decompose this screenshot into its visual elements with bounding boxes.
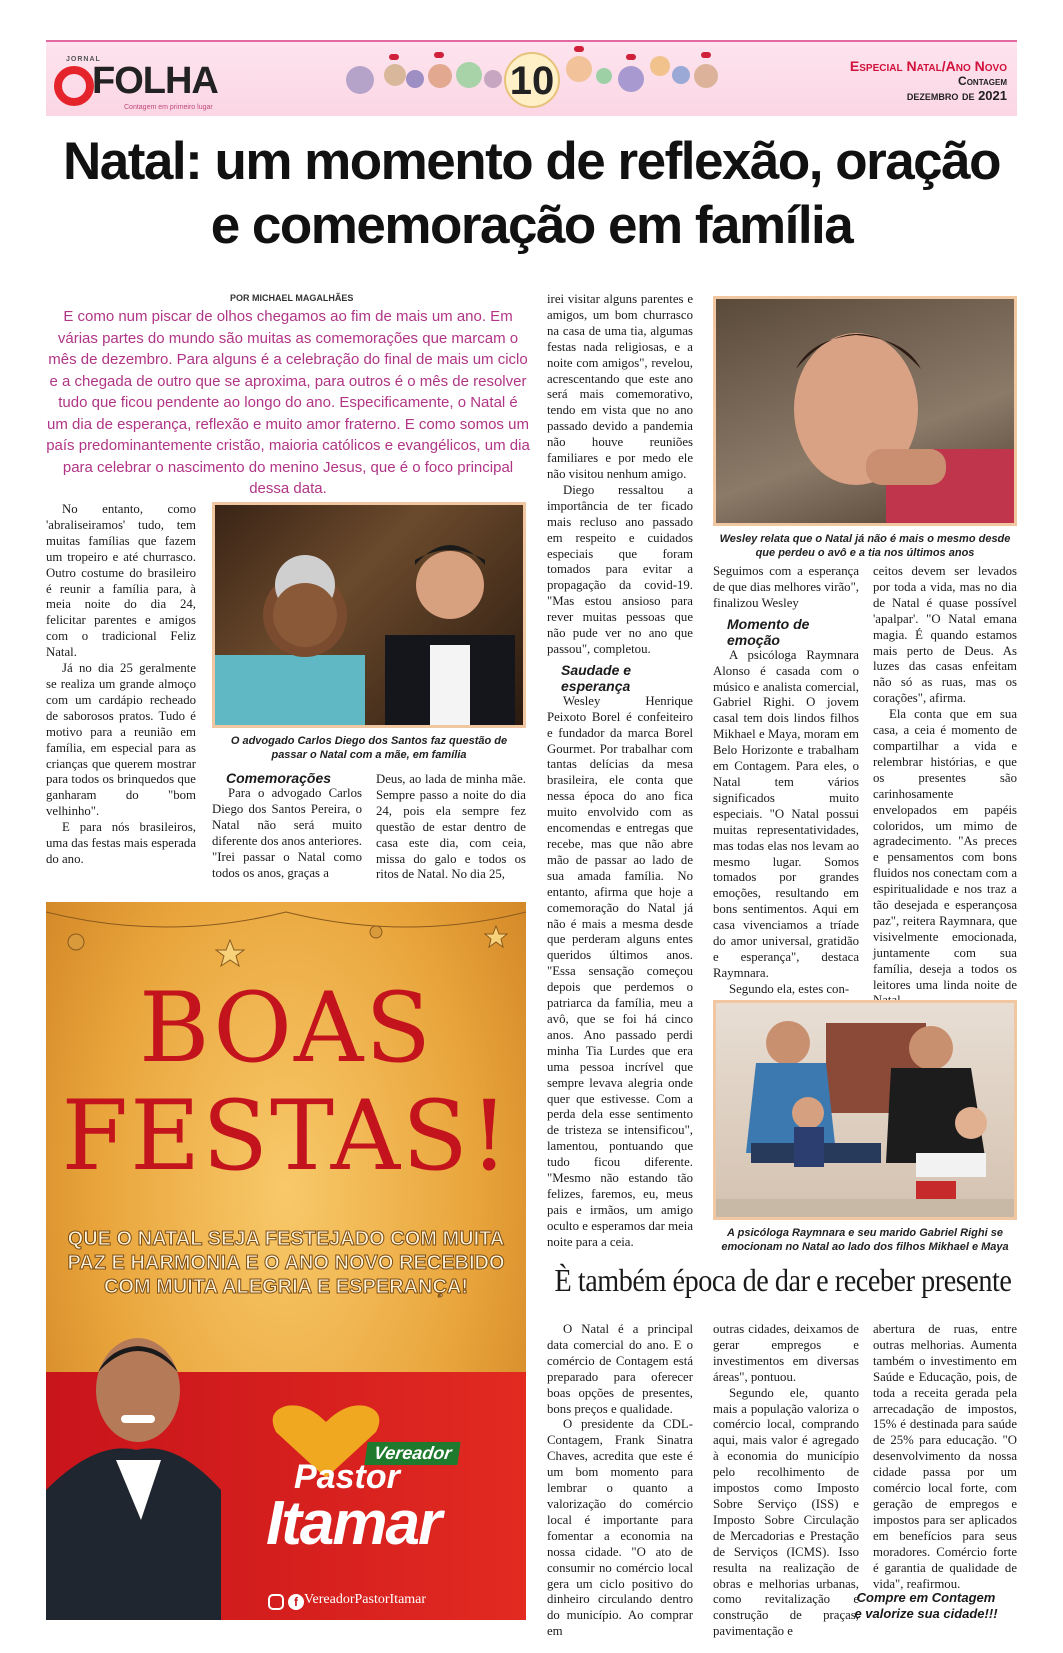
instagram-icon: [268, 1594, 284, 1610]
bow-icon: [389, 54, 399, 60]
subhead-emocao: Momento de emoção: [727, 615, 810, 648]
ad-name-last: Itamar: [266, 1489, 441, 1558]
page-header: [46, 40, 1017, 116]
bow-icon: [574, 46, 584, 52]
ornament-icon: [428, 64, 452, 88]
article2-column-a: [547, 1322, 693, 1640]
paragraph: Segundo ela, estes con-: [729, 981, 850, 996]
paragraph: Wesley Henrique Peixoto Borel é confeiteiro e fundador da marca Borel Gourmet. Por trabalhar com tantas delícias da mesa brasileira, ele conta que nessa época do ano fica muito envolvido com as encomendas e entregas que recebe, mas que não abre mão de passar ao lado de sua amada família. No entanto, afirma que hoje a comemoração do Natal já não é mais a mesma desde que perderam alguns entes queridos últimos anos. "Essa sensação começou depois que perdemos o patriarca da família, meu a avô, que se foi há cinco anos. Ano passado perdi minha Tia Lurdes que era uma pessoa incrível que sempre levava alegria onde quer que estivesse. Com a perda dela esse sentimento de tristeza se intensificou", lamentou, pontuando que tudo ficou diferente. "Mesmo não estando tão felizes, faremos, eu, meus pais e irmãos, um amigo oculto e esperamos dar meia noite para a ceia.: [547, 693, 693, 1249]
comemoracoes-column-b: [376, 772, 526, 883]
bow-icon: [626, 54, 636, 60]
bow-icon: [434, 52, 444, 58]
photo-illustration: [215, 505, 526, 728]
ornament-icon: [694, 64, 718, 88]
facebook-icon: f: [288, 1594, 304, 1610]
comemoracoes-column-a: [212, 770, 362, 881]
photo-caption: Wesley relata que o Natal já não é mais o mesmo desde que perdeu o avô e a tia nos últimos anos: [719, 533, 1011, 559]
cta-line-1: Compre em Contagem: [856, 1590, 996, 1605]
ornament-icon: [650, 56, 670, 76]
ornament-icon: [406, 70, 424, 88]
article-column-3: [547, 292, 693, 1251]
ad-headline-line-2: FESTAS!: [61, 1080, 511, 1192]
paragraph: Segundo ele, quanto mais a população valoriza o comércio local, comprando aqui, mais valor é agregado à economia do município pelo recolhimento de impostos como Imposto Sobre Serviço (ISS) e Imposto Sobre Circulação de Mercadorias e Prestação de Serviços (ICMS). Isso resulta na realização de obras e melhorias urbanas, como revitalização e construção de praças, pavimentação e: [713, 1385, 859, 1639]
call-to-action: [836, 1590, 1016, 1622]
paragraph: E para nós brasileiros, uma das festas mais esperada do ano.: [46, 820, 196, 866]
paragraph: outras cidades, deixamos de gerar empregos e investimentos em diversas áreas", pontuou.: [713, 1322, 859, 1384]
article2-title: È também época de dar e receber presente: [554, 1262, 1012, 1298]
paragraph: Para o advogado Carlos Diego dos Santos Pereira, o Natal não será muito diferente dos anos anteriores. "Irei passar o Natal como todos os anos, graças a: [212, 786, 362, 880]
ad-social-handle: VereadorPastorItamar: [304, 1592, 427, 1607]
advertisement: [46, 902, 526, 1620]
logo-name: FOLHA: [92, 60, 218, 102]
paragraph: O presidente da CDL-Contagem, Frank Sinatra Chaves, acredita que este é um bom momento para lembrar o quanto a valorização do comércio local é importante para fomentar a economia na nossa cidade. "O ato de consumir no comércio local gera um ciclo positivo do dinheiro circulando dentro do município. Ao comprar em: [547, 1417, 693, 1639]
ornament-icon: [566, 56, 592, 82]
photo-illustration: [716, 299, 1017, 526]
paragraph: Seguimos com a esperança de que dias melhores virão", finalizou Wesley: [713, 564, 859, 610]
paragraph: Ela conta que em sua casa, a ceia é momento de compartilhar a vida e relembrar histórias, e que os presentes são carinhosamente envelopados em papéis coloridos, um mimo de agradecimento. "As preces e pensamentos com bons fluidos nos conectam com a espiritualidade e nos traz a tão desejada e esperançosa paz", reitera Raymnara, que visivelmente emocionada, juntamente com sua família, deseja a todos os leitores uma linda noite de: [873, 707, 1017, 992]
article-column-1: [46, 502, 196, 868]
subhead-comemoracoes: Comemorações: [226, 770, 332, 786]
logo-small-text: JORNAL: [66, 56, 101, 63]
byline: POR MICHAEL MAGALHÃES: [230, 293, 354, 303]
photo-illustration: [716, 1003, 1017, 1220]
paragraph: No entanto, como 'abraliseiramos' tudo, tem muitas famílias que fazem um tropeiro e até churrasco. Outro costume do brasileiro é reunir a família para, à meia noite do dia 24, felicitar parentes e amigos com o tradicional Feliz Natal.: [46, 502, 196, 660]
ornament-icon: [484, 70, 502, 88]
page-number: 10: [504, 52, 560, 108]
ornament-icon: [456, 62, 482, 88]
section-label: Especial Natal/Ano Novo: [849, 58, 1007, 74]
ad-badge: Vereador: [364, 1442, 461, 1465]
paragraph: A psicóloga Raymnara Alonso é casada com o músico e analista comercial, Gabriel Righi. O jovem casal tem dois lindos filhos Mikhael e Maya, moram em Belo Horizonte e trabalham em Contagem. Para eles, o Natal tem vários significados muito especiais. "O Natal possui muitas representatividades, mas todas elas nos levam ao mesmo lugar. Somos tomados por grandes emoções, resultando em bons sentimentos. Aqui em casa vivenciamos a tríade do amor universal, gratidão e esperança", destaca Raymnara.: [713, 647, 859, 980]
logo-o-icon: [54, 66, 94, 106]
headline: Natal: um momento de reflexão, oração e comemoração em família: [62, 132, 1001, 255]
ad-message: QUE O NATAL SEJA FESTEJADO COM MUITA PAZ E HARMONIA E O ANO NOVO RECEBIDO COM MUITA ALEGRIA E ESPERANÇA!: [67, 1228, 505, 1298]
ornament-icon: [596, 68, 612, 84]
paragraph: irei visitar alguns parentes e amigos, um bom churrasco na casa de uma tia, algumas festas nada religiosas, e a noite com amigos", revelou, acrescentando que este ano será mais comemorativo, tendo em vista que no ano passado devido a pandemia não houve reuniões familiares e por medo ele não visitou nenhum amigo.: [547, 292, 693, 481]
ad-name-first: Pastor: [294, 1458, 400, 1496]
ornament-icon: [672, 66, 690, 84]
subhead-saudade: Saudade e esperança: [561, 661, 632, 694]
paragraph: ceitos devem ser levados por toda a vida, mas no dia de Natal é quase possível 'apalpar'. "O Natal emana magia. É quando estamos mais perto de Deus. As luzes das casas enfeitam não só as ruas, mas os corações", afirma.: [873, 564, 1017, 706]
article-column-5: [873, 564, 1017, 1009]
ad-headline-line-1: BOAS: [138, 972, 434, 1084]
photo-carlos-diego: [212, 502, 526, 728]
paragraph: Diego ressaltou a importância de ter ficado mais recluso ano passado em respeito e cuidados especiais que foram tomados para evitar a propagação da covid-19. "Mas estou ansioso para rever muitas pessoas que não pude ver no ano que passou", completou.: [547, 482, 693, 656]
paragraph: abertura de ruas, entre outras melhorias. Aumenta também o investimento em Saúde e Educação, pois, de toda a receita gerada pela arrecadação de impostos, 15% é destinada para saúde de 25% para educação. "O desenvolvimento da nossa cidade passa por um comércio local forte, com geração de empregos e impostos para ser aplicados em benefícios para seus moradores. Comércio forte é garantia de qualidade de vida", reafirmou.: [873, 1322, 1017, 1591]
ornament-icon: [384, 64, 406, 86]
lead-paragraph: E como num piscar de olhos chegamos ao fim de mais um ano. Em várias partes do mundo são muitas as comemorações que marcam o mês de dezembro. Para alguns é a celebração do final de mais um ciclo e a chegada de outro que se aproxima, para outros é o mês de resolver tudo que ficou pendente ao longo do ano. Especificamente, o Natal é um dia de esperança, reflexão e muito amor fraterno. E como somos um país predominantemente cristão, maioria católicos e evangélicos, um dia para celebrar o nascimento do menino Jesus, que é o foco principal dessa data.: [46, 308, 530, 497]
ornament-icon: [618, 66, 644, 92]
cta-line-2: e valorize sua cidade!!!: [854, 1606, 998, 1621]
paragraph: Deus, ao lada de minha mãe. Sempre passo a noite do dia 24, pois ela sempre fez questão de estar dentro de casa este dia, com ceia, missa do galo e todos os ritos de Natal. No dia 25,: [376, 772, 526, 882]
city-label: Contagem: [958, 74, 1007, 88]
photo-raymnara-family: [713, 1000, 1017, 1220]
logo-tagline: Contagem em primeiro lugar: [124, 104, 213, 111]
article2-column-c: [873, 1322, 1017, 1592]
photo-caption: A psicóloga Raymnara e seu marido Gabriel Righi se emocionam no Natal ao lado dos filhos Mikhael e Maya: [721, 1227, 1009, 1253]
paragraph: Já no dia 25 geralmente se realiza um grande almoço com um cardápio recheado de saborosos pratos. Tudo é motivo para a reunião em família, em especial para as crianças que querem mostrar para todos os brinquedos que ganharam do "bom velhinho".: [46, 661, 196, 819]
ornament-icon: [346, 66, 374, 94]
photo-wesley: [713, 296, 1017, 526]
issue-date: dezembro de 2021: [906, 88, 1007, 103]
photo-caption: O advogado Carlos Diego dos Santos faz questão de passar o Natal com a mãe, em família: [230, 735, 508, 761]
paragraph: O Natal é a principal data comercial do ano. E o comércio de Contagem está preparado para oferecer boas opções de presentes, bons preços e qualidade.: [547, 1322, 693, 1416]
article-column-4: [713, 564, 859, 998]
bow-icon: [701, 52, 711, 58]
header-meta: [850, 58, 1007, 103]
